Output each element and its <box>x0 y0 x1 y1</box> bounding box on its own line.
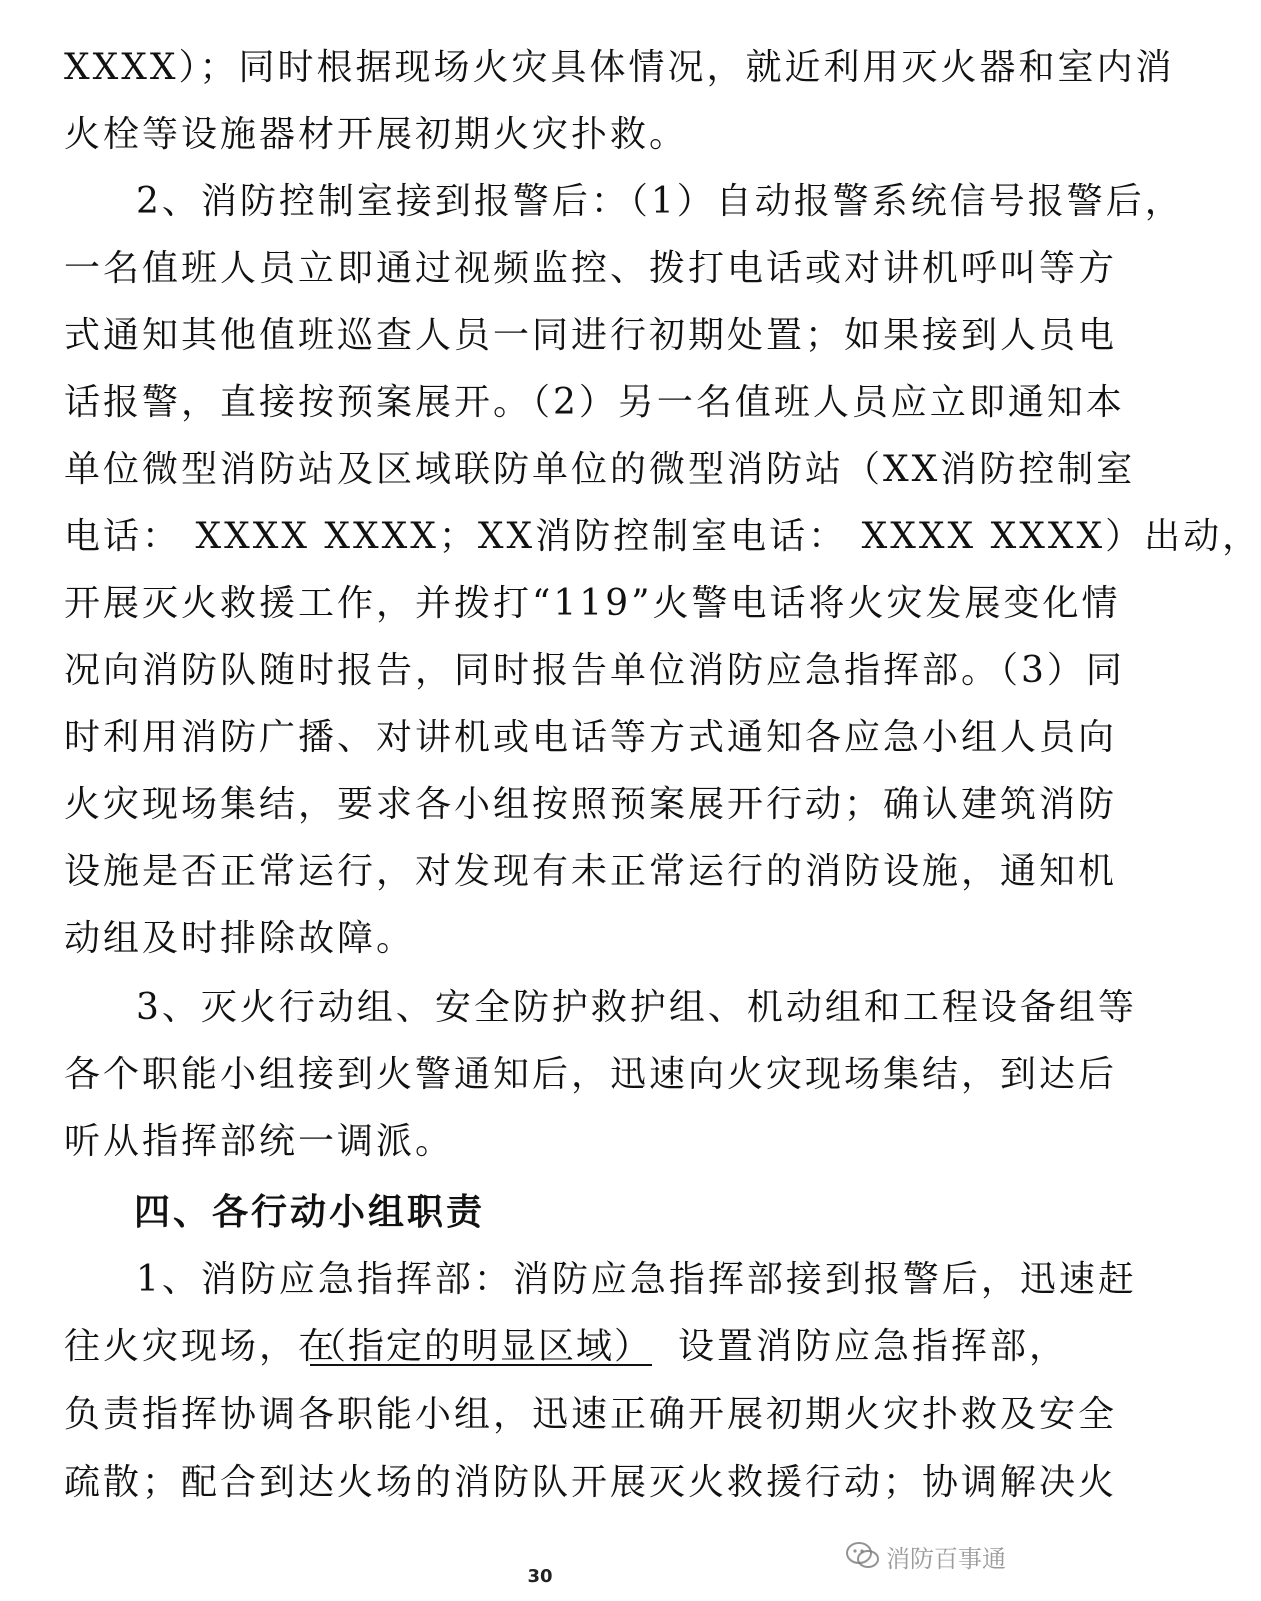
text-line: 设置消防应急指挥部， <box>678 1326 1069 1367</box>
text-line: 负责指挥协调各职能小组，迅速正确开展初期火灾扑救及安全 <box>64 1394 1118 1435</box>
text-line: 动组及时排除故障。 <box>64 918 416 959</box>
text-line: 开展灭火救援工作，并拨打“119”火警电话将火灾发展变化情 <box>64 583 1121 624</box>
text-line: 电话： XXXX XXXX；XX消防控制室电话： XXXX XXXX）出动， <box>64 516 1261 557</box>
watermark-text: 消防百事通 <box>886 1544 1006 1573</box>
text-line: 火栓等设施器材开展初期火灾扑救。 <box>64 114 689 155</box>
text-line: XXXX）；同时根据现场火灾具体情况，就近利用灭火器和室内消 <box>64 47 1175 88</box>
text-line: 单位微型消防站及区域联防单位的微型消防站（XX消防控制室 <box>64 449 1136 490</box>
text-line: 疏散；配合到达火场的消防队开展灭火救援行动；协调解决火 <box>64 1462 1118 1503</box>
text-line: 一名值班人员立即通过视频监控、拨打电话或对讲机呼叫等方 <box>64 248 1118 289</box>
page-number: 30 <box>527 1566 553 1587</box>
text-line: 往火灾现场，在 <box>64 1326 338 1367</box>
text-line: 3、灭火行动组、安全防护救护组、机动组和工程设备组等 <box>136 987 1137 1028</box>
text-line: 火灾现场集结，要求各小组按照预案展开行动；确认建筑消防 <box>64 784 1118 825</box>
text-line: 听从指挥部统一调派。 <box>64 1121 455 1162</box>
text-line: 话报警，直接按预案展开。（2）另一名值班人员应立即通知本 <box>64 382 1125 423</box>
section-heading: 四、各行动小组职责 <box>134 1191 486 1233</box>
text-line: 1、消防应急指挥部：消防应急指挥部接到报警后，迅速赶 <box>136 1259 1137 1300</box>
text-line: 设施是否正常运行，对发现有未正常运行的消防设施，通知机 <box>64 851 1118 892</box>
text-line: 2、消防控制室接到报警后：（1）自动报警系统信号报警后， <box>136 181 1184 222</box>
text-line: 况向消防队随时报告，同时报告单位消防应急指挥部。（3）同 <box>64 650 1125 691</box>
blank-field: （指定的明显区域） <box>310 1326 653 1367</box>
text-line: 时利用消防广播、对讲机或电话等方式通知各应急小组人员向 <box>64 717 1118 758</box>
text-line: 各个职能小组接到火警通知后，迅速向火灾现场集结，到达后 <box>64 1054 1118 1095</box>
text-line: 式通知其他值班巡查人员一同进行初期处置；如果接到人员电 <box>64 315 1118 356</box>
